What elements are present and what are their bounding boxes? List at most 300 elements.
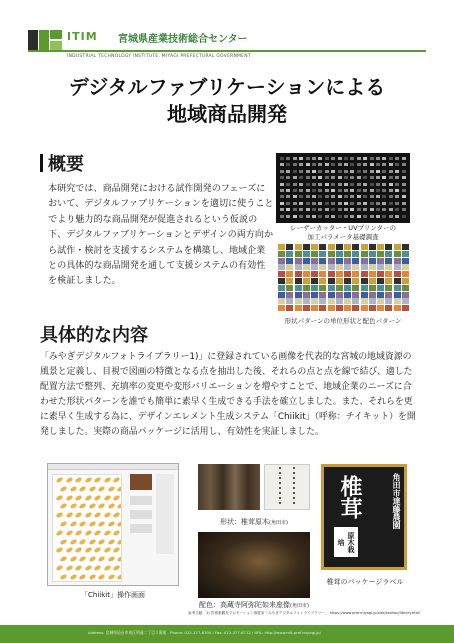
test-sample (318, 176, 322, 179)
swatch-cell (394, 271, 401, 277)
pattern-element (55, 565, 63, 572)
swatch-cell (344, 298, 351, 304)
swatch-cell (402, 264, 409, 270)
swatch-cell (295, 258, 302, 264)
laser-parameter-photo (276, 153, 410, 223)
swatch-cell (278, 292, 285, 298)
test-sample (344, 215, 348, 218)
test-sample (338, 163, 342, 166)
test-sample (299, 189, 303, 192)
swatch-cell (394, 298, 401, 304)
swatch-cell (286, 251, 293, 257)
swatch-cell (311, 258, 318, 264)
swatch-cell (278, 244, 285, 250)
test-sample (376, 183, 380, 186)
test-sample (293, 176, 297, 179)
test-sample (286, 195, 290, 198)
pattern-element (88, 485, 96, 492)
pattern-element (74, 512, 82, 519)
swatch-cell (328, 251, 335, 257)
swatch-cell (295, 305, 302, 311)
test-sample (312, 208, 316, 211)
test-sample (280, 176, 284, 179)
swatch-cell (402, 298, 409, 304)
test-sample (382, 163, 386, 166)
test-sample (312, 202, 316, 205)
swatch-cell (336, 244, 343, 250)
test-sample (402, 208, 406, 211)
test-sample (306, 176, 310, 179)
pattern-element (59, 573, 67, 580)
test-sample (382, 208, 386, 211)
test-sample (286, 170, 290, 173)
test-sample (370, 208, 374, 211)
test-sample (318, 163, 322, 166)
swatch-cell (385, 258, 392, 264)
test-sample (331, 170, 335, 173)
pattern-element (112, 547, 120, 554)
title-line-1: デジタルファブリケーションによる (68, 75, 386, 99)
test-sample (312, 176, 316, 179)
test-sample (363, 170, 367, 173)
test-sample (350, 157, 354, 160)
swatch-cell (352, 285, 359, 291)
pattern-element (103, 477, 111, 484)
swatch-cell (377, 251, 384, 257)
swatch-cell (278, 305, 285, 311)
laser-parameter-caption-line-2: 加工パラメータ基礎調査 (307, 233, 379, 241)
test-sample (389, 208, 393, 211)
swatch-cell (278, 285, 285, 291)
test-sample (363, 157, 367, 160)
test-sample (325, 215, 329, 218)
test-sample (293, 163, 297, 166)
test-sample (306, 163, 310, 166)
test-sample (376, 163, 380, 166)
swatch-cell (352, 298, 359, 304)
swatch-cell (286, 258, 293, 264)
swatch-cell (385, 251, 392, 257)
swatch-cell (385, 292, 392, 298)
pattern-element (112, 512, 120, 519)
test-sample (395, 157, 399, 160)
pattern-element (65, 529, 73, 536)
swatch-cell (352, 264, 359, 270)
pattern-element (107, 538, 115, 545)
swatch-cell (278, 278, 285, 284)
itim-logo-mark (28, 30, 62, 50)
test-sample (325, 170, 329, 173)
test-sample (389, 195, 393, 198)
test-sample (312, 183, 316, 186)
test-sample (402, 183, 406, 186)
test-sample (312, 215, 316, 218)
page-footer (0, 625, 454, 643)
test-sample (376, 208, 380, 211)
swatch-cell (319, 298, 326, 304)
test-sample (331, 157, 335, 160)
test-sample (376, 202, 380, 205)
swatch-cell (369, 258, 376, 264)
swatch-cell (352, 292, 359, 298)
swatch-cell (311, 285, 318, 291)
test-sample (402, 189, 406, 192)
test-sample (370, 170, 374, 173)
test-sample (331, 208, 335, 211)
pattern-element (65, 547, 73, 554)
swatch-cell (286, 271, 293, 277)
package-title: 椎茸 (337, 475, 363, 519)
pattern-element (88, 538, 96, 545)
test-sample (357, 215, 361, 218)
test-sample (293, 202, 297, 205)
swatch-cell (377, 258, 384, 264)
pattern-element (107, 521, 115, 528)
pattern-element (74, 565, 82, 572)
pattern-element (69, 573, 77, 580)
swatch-cell (328, 292, 335, 298)
swatch-cell (311, 292, 318, 298)
test-sample (325, 183, 329, 186)
package-farm-name: 角田市達藤農園 (392, 473, 401, 529)
pattern-element (59, 503, 67, 510)
swatch-cell (377, 298, 384, 304)
swatch-cell (344, 244, 351, 250)
test-sample (350, 189, 354, 192)
pattern-element (107, 573, 115, 580)
test-sample (306, 183, 310, 186)
test-sample (382, 202, 386, 205)
test-sample (280, 170, 284, 173)
pattern-element (55, 547, 63, 554)
swatch-cell (295, 251, 302, 257)
pattern-element (84, 512, 92, 519)
test-sample (350, 170, 354, 173)
test-sample (350, 195, 354, 198)
pattern-element (93, 547, 101, 554)
pattern-element (112, 477, 120, 484)
test-sample (299, 157, 303, 160)
package-caption: 椎茸のパッケージラベル (326, 578, 404, 586)
pattern-element (97, 485, 105, 492)
pattern-element (103, 547, 111, 554)
test-sample (293, 170, 297, 173)
swatch-cell (286, 305, 293, 311)
test-sample (331, 189, 335, 192)
swatch-cell (369, 285, 376, 291)
swatch-cell (369, 271, 376, 277)
pattern-element (55, 529, 63, 536)
test-sample (350, 176, 354, 179)
swatch-cell (295, 278, 302, 284)
swatch-cell (402, 244, 409, 250)
test-sample (357, 183, 361, 186)
pattern-element (116, 556, 122, 563)
test-sample (402, 215, 406, 218)
test-sample (312, 189, 316, 192)
test-sample (370, 195, 374, 198)
test-sample (306, 157, 310, 160)
swatch-cell (336, 298, 343, 304)
test-sample (331, 163, 335, 166)
pattern-element (78, 503, 86, 510)
pattern-element (93, 565, 101, 572)
test-sample (312, 170, 316, 173)
pattern-element (93, 512, 101, 519)
swatch-cell (295, 271, 302, 277)
test-sample (338, 176, 342, 179)
test-sample (280, 195, 284, 198)
test-sample (344, 208, 348, 211)
pattern-element (69, 538, 77, 545)
pattern-element (112, 494, 120, 501)
test-sample (350, 215, 354, 218)
pattern-element (88, 556, 96, 563)
swatch-cell (352, 271, 359, 277)
amida-statue-photo (198, 532, 310, 598)
title-line-2: 地域商品開発 (167, 102, 287, 126)
swatch-cell (352, 244, 359, 250)
test-sample (370, 215, 374, 218)
pattern-element (55, 512, 63, 519)
swatch-cell (286, 264, 293, 270)
test-sample (286, 215, 290, 218)
test-sample (338, 208, 342, 211)
swatch-cell (295, 285, 302, 291)
pattern-element (59, 538, 67, 545)
swatch-cell (278, 298, 285, 304)
test-sample (280, 215, 284, 218)
pattern-element (59, 485, 67, 492)
swatch-cell (369, 278, 376, 284)
pattern-element (84, 477, 92, 484)
test-sample (350, 163, 354, 166)
test-sample (286, 189, 290, 192)
test-sample (376, 157, 380, 160)
test-sample (382, 189, 386, 192)
swatch-cell (303, 292, 310, 298)
test-sample (344, 183, 348, 186)
swatch-cell (361, 298, 368, 304)
pattern-element (103, 494, 111, 501)
pattern-element (78, 485, 86, 492)
swatch-cell (328, 244, 335, 250)
test-sample (363, 163, 367, 166)
swatch-cell (336, 264, 343, 270)
pattern-element (65, 477, 73, 484)
pattern-element (69, 521, 77, 528)
swatch-cell (394, 251, 401, 257)
swatch-cell (328, 285, 335, 291)
chiikit-screenshot (47, 463, 179, 586)
test-sample (299, 176, 303, 179)
test-sample (395, 195, 399, 198)
swatch-cell (361, 305, 368, 311)
swatch-cell (303, 264, 310, 270)
footer-contact: Address: 宮城県仙台市泉区明通二丁目２番地 Phone: 022-377-8700 / Fax: 022-377-8712 / URL: http://www.mit.pref.miyagi.jp/ (88, 630, 321, 635)
swatch-cell (385, 298, 392, 304)
test-sample (293, 195, 297, 198)
swatch-cell (402, 278, 409, 284)
test-sample (318, 157, 322, 160)
test-sample (306, 202, 310, 205)
shiitake-package-label (321, 464, 407, 570)
test-sample (286, 176, 290, 179)
swatch-cell (394, 244, 401, 250)
pattern-element (116, 521, 122, 528)
swatch-cell (377, 292, 384, 298)
swatch-cell (295, 244, 302, 250)
laser-parameter-caption (276, 224, 410, 242)
swatch-cell (311, 271, 318, 277)
pattern-element (107, 503, 115, 510)
swatch-cell (361, 244, 368, 250)
pattern-element (107, 556, 115, 563)
pattern-element (97, 573, 105, 580)
test-sample (395, 189, 399, 192)
swatch-cell (394, 264, 401, 270)
swatch-cell (303, 244, 310, 250)
test-sample (357, 195, 361, 198)
pattern-element (59, 521, 67, 528)
swatch-cell (328, 264, 335, 270)
test-sample (325, 157, 329, 160)
test-sample (344, 163, 348, 166)
test-sample (357, 157, 361, 160)
test-sample (357, 208, 361, 211)
test-sample (286, 208, 290, 211)
test-sample (299, 183, 303, 186)
test-sample (402, 163, 406, 166)
swatch-cell (402, 258, 409, 264)
test-sample (382, 176, 386, 179)
document-title (20, 74, 434, 128)
test-sample (293, 215, 297, 218)
test-sample (389, 176, 393, 179)
swatch-cell (361, 292, 368, 298)
swatch-cell (328, 258, 335, 264)
swatch-cell (369, 251, 376, 257)
pattern-element (65, 565, 73, 572)
test-sample (357, 176, 361, 179)
test-sample (402, 202, 406, 205)
test-sample (370, 163, 374, 166)
test-sample (312, 163, 316, 166)
swatch-cell (369, 292, 376, 298)
test-sample (306, 170, 310, 173)
source-photo-thumb (130, 474, 152, 490)
swatch-cell (336, 258, 343, 264)
pattern-element (116, 503, 122, 510)
swatch-cell (295, 298, 302, 304)
pattern-element (78, 538, 86, 545)
swatch-cell (303, 271, 310, 277)
test-sample (338, 170, 342, 173)
swatch-cell (328, 271, 335, 277)
test-sample (280, 157, 284, 160)
test-sample (376, 189, 380, 192)
test-sample (382, 195, 386, 198)
pattern-element (116, 538, 122, 545)
pattern-element (84, 494, 92, 501)
swatch-cell (336, 271, 343, 277)
test-sample (344, 170, 348, 173)
swatch-cell (402, 285, 409, 291)
detail-heading: 具体的な内容 (40, 325, 148, 346)
overview-body: 本研究では、商品開発における試作開発のフェーズにおいて、デジタルファブリケーションを適切に使うことでより魅力的な商品開発が促進されるという仮説の下、デジタルファブリケーションとデザインの両方向から試作・検討を支援するシステムを構築し、地域企業との具体的な商品開発を通して支援システムの有効性を検証しました。 (48, 184, 274, 287)
swatch-cell (319, 292, 326, 298)
test-sample (363, 189, 367, 192)
swatch-cell (328, 305, 335, 311)
test-sample (293, 189, 297, 192)
swatch-cell (361, 258, 368, 264)
test-sample (389, 183, 393, 186)
test-sample (293, 157, 297, 160)
swatch-cell (352, 251, 359, 257)
test-sample (370, 157, 374, 160)
test-sample (395, 183, 399, 186)
test-sample (299, 215, 303, 218)
swatch-cell (394, 278, 401, 284)
pattern-element (93, 529, 101, 536)
pattern-element (97, 521, 105, 528)
test-sample (382, 170, 386, 173)
reference-note: 参考文献 1) 宮城県観光プロモーション推進室「みやぎデジタルフォトライブラリー」 https://www.pref.miyagi.jp/site/kankou/library.html (188, 611, 421, 615)
swatch-cell (385, 278, 392, 284)
pattern-element (97, 538, 105, 545)
test-sample (299, 163, 303, 166)
settings-panel (156, 474, 174, 554)
swatch-caption: 形状パターンの単位形状と配色パターン (284, 317, 402, 325)
color-pattern-swatches (278, 244, 410, 312)
test-sample (325, 202, 329, 205)
test-sample (395, 215, 399, 218)
swatch-cell (361, 285, 368, 291)
pattern-element (74, 529, 82, 536)
swatch-cell (319, 305, 326, 311)
pattern-element (103, 512, 111, 519)
test-sample (382, 215, 386, 218)
swatch-cell (402, 251, 409, 257)
swatch-cell (352, 258, 359, 264)
test-sample (318, 202, 322, 205)
ui-caption: 「Chiikit」操作画面 (81, 591, 145, 599)
test-sample (370, 189, 374, 192)
swatch-cell (361, 271, 368, 277)
swatch-cell (328, 278, 335, 284)
swatch-cell (286, 298, 293, 304)
test-sample (389, 157, 393, 160)
test-sample (338, 202, 342, 205)
test-sample (389, 170, 393, 173)
test-sample (382, 183, 386, 186)
swatch-cell (336, 305, 343, 311)
test-sample (286, 157, 290, 160)
test-sample (286, 183, 290, 186)
pattern-element (69, 556, 77, 563)
swatch-cell (377, 264, 384, 270)
swatch-cell (344, 285, 351, 291)
header-divider (28, 50, 426, 52)
test-sample (325, 163, 329, 166)
swatch-cell (319, 258, 326, 264)
package-badge: 原木栽培 (334, 527, 358, 557)
swatch-cell (344, 251, 351, 257)
pattern-element (88, 573, 96, 580)
pattern-element (97, 503, 105, 510)
swatch-cell (352, 305, 359, 311)
test-sample (402, 195, 406, 198)
